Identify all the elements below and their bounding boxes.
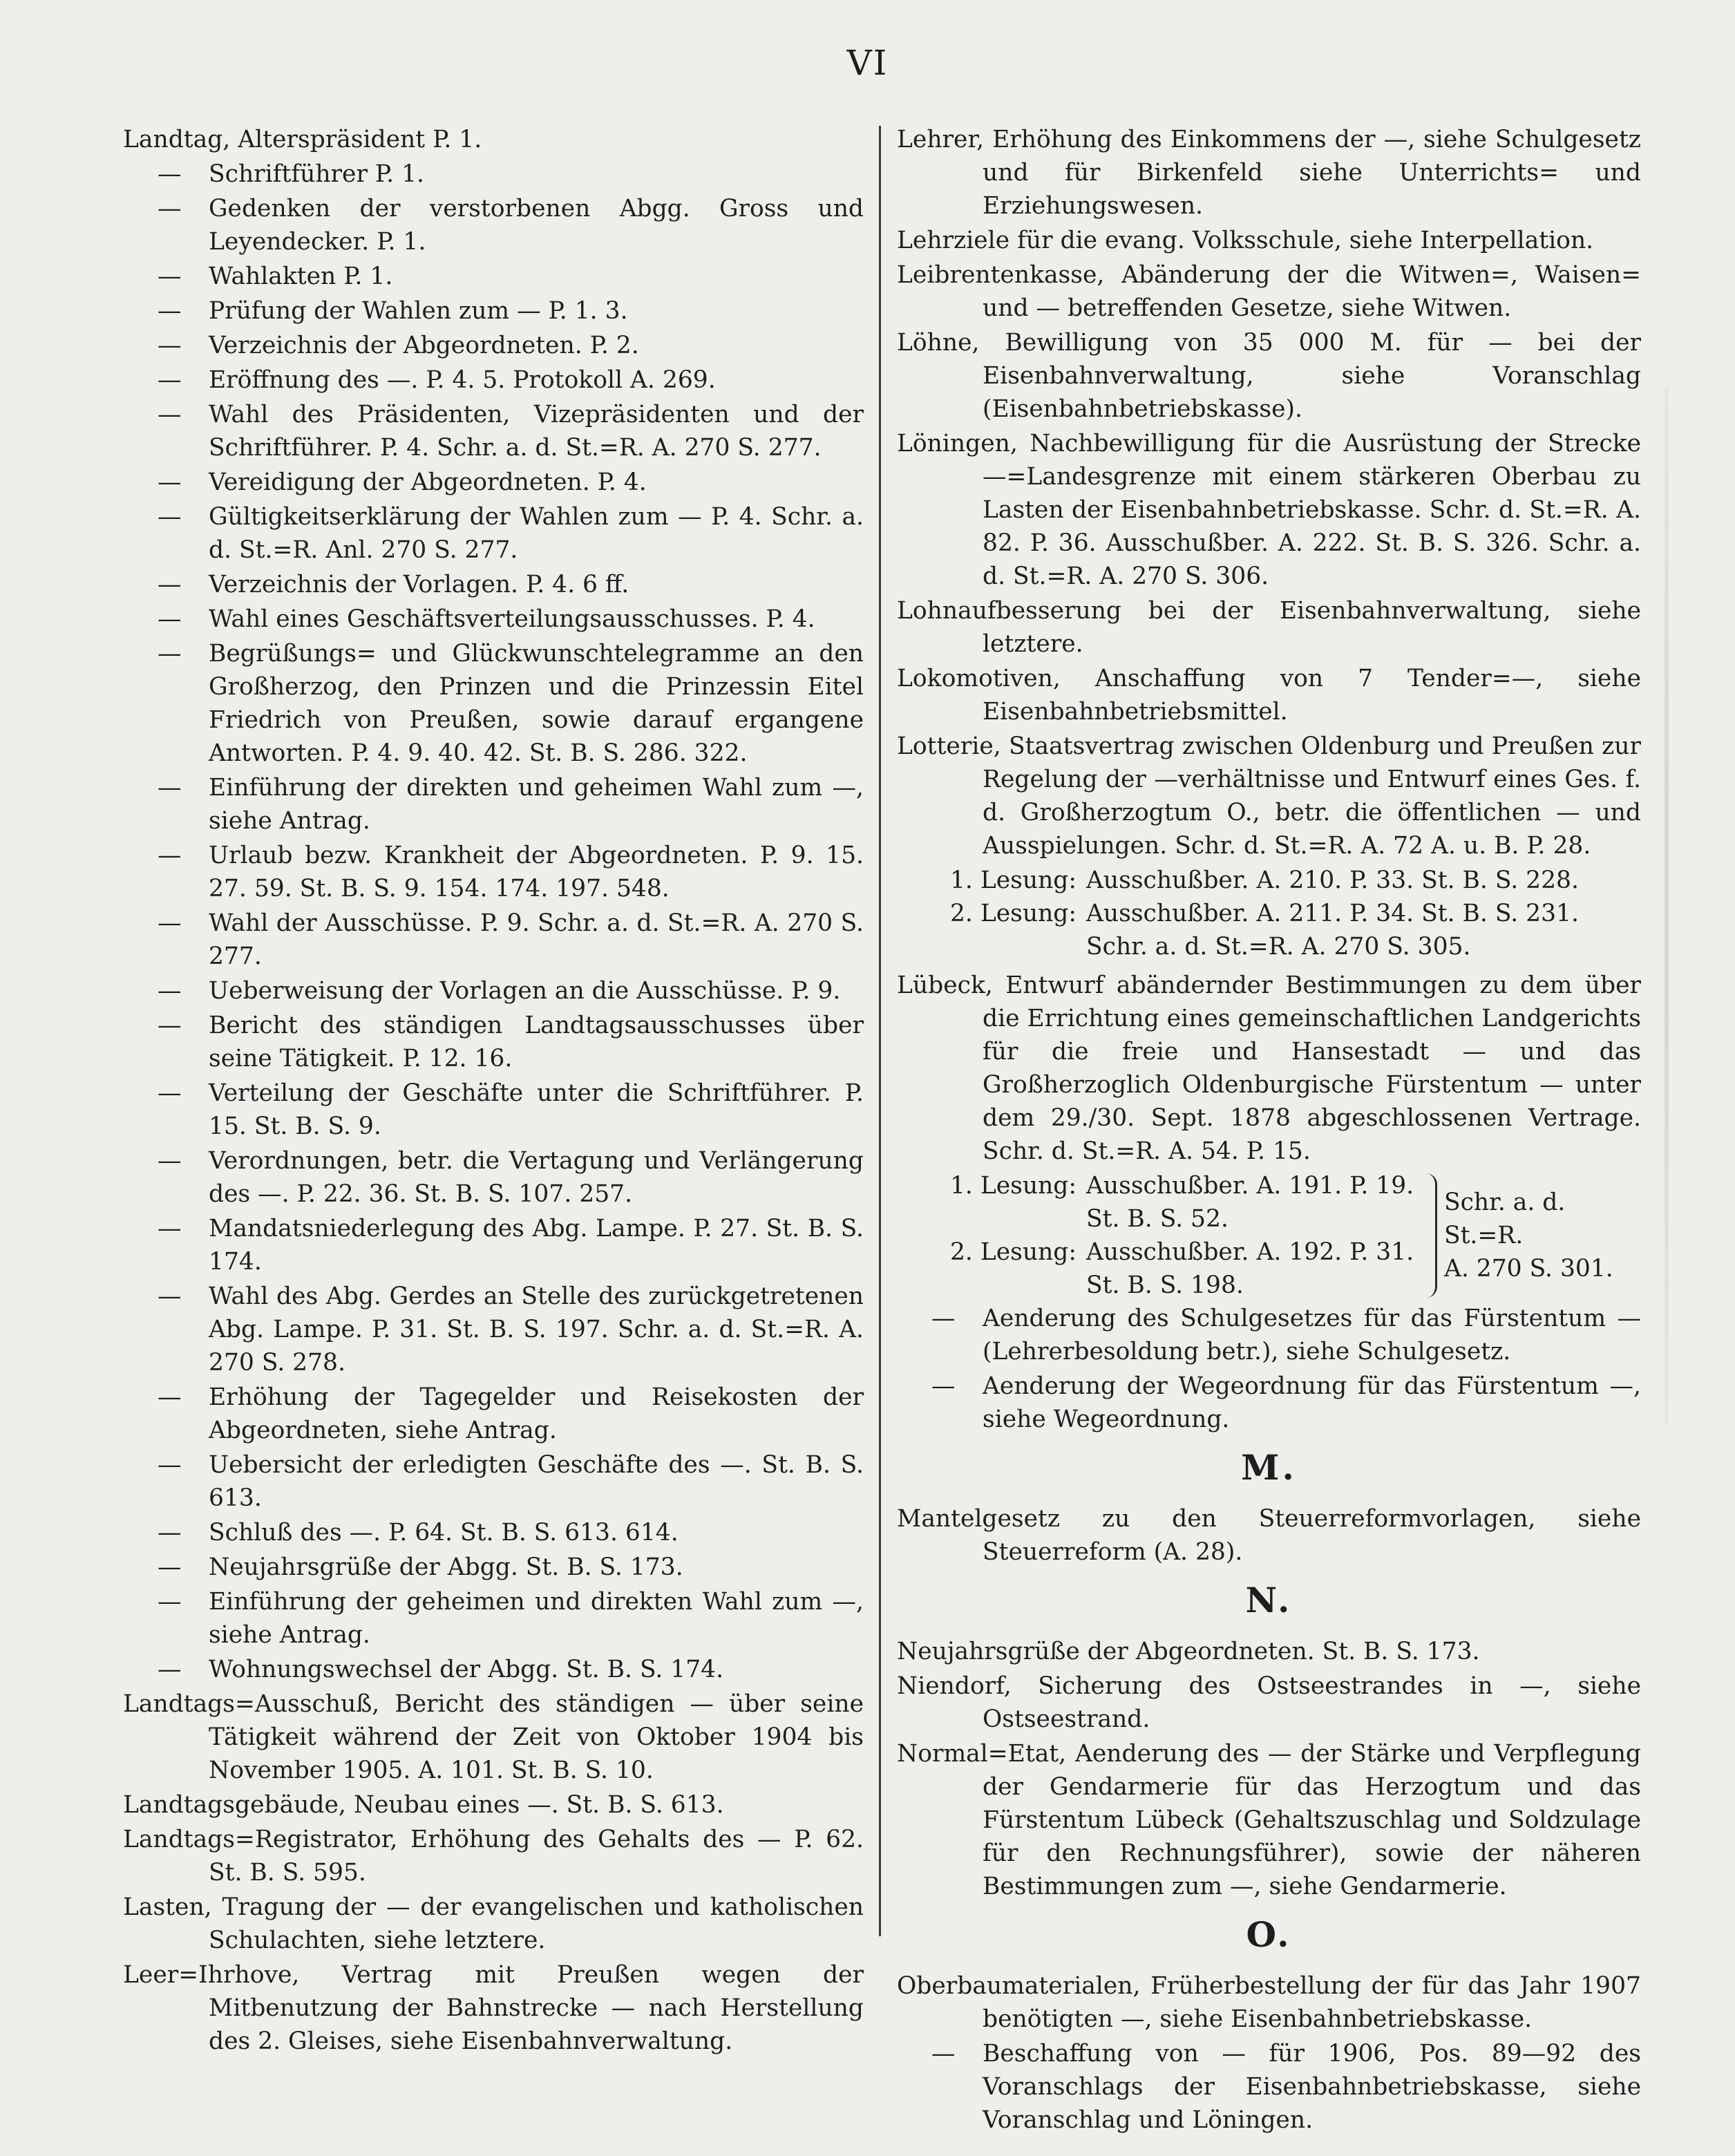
subentry-text: Wahl eines Geschäftsverteilungsausschusses. P. 4.	[209, 605, 815, 633]
section-letter-m: M.	[1241, 1447, 1297, 1488]
index-entry: Löhne, Bewilligung von 35 000 M. für — bei der Eisenbahnverwaltung, siehe Voranschlag (Eisenbahnbetriebskasse).	[897, 329, 1641, 423]
index-subentry	[123, 1077, 864, 1143]
reading-text: Ausschußber. A. 192. P. 31.	[1086, 1238, 1414, 1266]
subentry-text: Wohnungswechsel der Abgg. St. B. S. 174.	[209, 1656, 724, 1683]
dash-mark: —	[158, 160, 182, 188]
lotterie-reading-1	[938, 864, 1641, 897]
dash-mark: —	[158, 332, 182, 359]
dash-mark: —	[158, 977, 182, 1005]
index-subentry	[123, 363, 864, 397]
dash-mark: —	[931, 1305, 956, 1332]
index-subentry	[897, 2037, 1641, 2137]
index-subentry	[123, 771, 864, 838]
index-entry: Lehrer, Erhöhung des Einkommens der —, siehe Schulgesetz und für Birkenfeld siehe Unterrichts= und Erziehungswesen.	[897, 126, 1641, 220]
section-letter-o: O.	[1246, 1914, 1292, 1955]
paper-fold	[1665, 387, 1669, 1424]
index-entry: Lasten, Tragung der — der evangelischen und katholischen Schulachten, siehe letztere.	[123, 1893, 864, 1954]
index-entry: Lohnaufbesserung bei der Eisenbahnverwaltung, siehe letztere.	[897, 597, 1641, 658]
reading-text: Ausschußber. A. 210. P. 33. St. B. S. 228.	[1086, 867, 1579, 894]
subentry-text: Verordnungen, betr. die Vertagung und Verlängerung des —. P. 22. 36. St. B. S. 107. 257.	[209, 1147, 864, 1208]
index-entry: Landtags=Registrator, Erhöhung des Gehalts des — P. 62. St. B. S. 595.	[123, 1826, 864, 1886]
page-number: VI	[846, 43, 889, 83]
index-subentry	[123, 1585, 864, 1652]
subentry-text: Schluß des —. P. 64. St. B. S. 613. 614.	[209, 1519, 679, 1547]
subentry-text: Ueberweisung der Vorlagen an die Ausschüsse. P. 9.	[209, 977, 841, 1005]
index-subentry	[123, 1448, 864, 1515]
landtag-subentries	[123, 158, 864, 1686]
index-entry: Niendorf, Sicherung des Ostseestrandes in —, siehe Ostseestrand.	[897, 1672, 1641, 1733]
subentry-text: Bericht des ständigen Landtagsausschusses über seine Tätigkeit. P. 12. 16.	[209, 1012, 864, 1072]
luebeck-readings	[938, 1169, 1641, 1302]
dash-mark: —	[158, 469, 182, 496]
dash-mark: —	[158, 401, 182, 428]
index-subentry	[897, 1370, 1641, 1436]
dash-mark: —	[158, 503, 182, 531]
index-entry: Mantelgesetz zu den Steuerreformvorlagen, siehe Steuerreform (A. 28).	[897, 1505, 1641, 1566]
dash-mark: —	[158, 297, 182, 325]
index-entry-landtag: Landtag, Alterspräsident P. 1.	[123, 126, 482, 153]
index-entry: Lokomotiven, Anschaffung von 7 Tender=—, siehe Eisenbahnbetriebsmittel.	[897, 665, 1641, 726]
index-subentry	[123, 398, 864, 464]
dash-mark: —	[158, 571, 182, 598]
subentry-text: Wahl des Abg. Gerdes an Stelle des zurückgetretenen Abg. Lampe. P. 31. St. B. S. 197. Schr. a. d. St.=R. A. 270 S. 278.	[209, 1283, 864, 1377]
subentry-text: Urlaub bezw. Krankheit der Abgeordneten. P. 9. 15. 27. 59. St. B. S. 9. 154. 174. 197. 548.	[209, 842, 864, 902]
reading-text: Ausschußber. A. 191. P. 19.	[1086, 1172, 1414, 1200]
subentry-text: Begrüßungs= und Glückwunschtelegramme an den Großherzog, den Prinzen und die Prinzessin Eitel Friedrich von Preußen, sowie darauf ergangene Antworten. P. 4. 9. 40. 42. St. B. S. 286. 322.	[209, 640, 864, 767]
subentry-text: Einführung der geheimen und direkten Wahl zum —, siehe Antrag.	[209, 1588, 864, 1649]
subentry-text: Verzeichnis der Abgeordneten. P. 2.	[209, 332, 639, 359]
left-column	[123, 123, 864, 2059]
subentry-text: Neujahrsgrüße der Abgg. St. B. S. 173.	[209, 1553, 683, 1581]
lotterie-reading-2	[938, 897, 1641, 963]
m-entries	[897, 1502, 1641, 1569]
subentry-text: Wahlakten P. 1.	[209, 263, 393, 290]
index-subentry	[123, 329, 864, 362]
n-entries	[897, 1635, 1641, 1903]
dash-mark: —	[931, 2040, 956, 2068]
index-subentry	[123, 1009, 864, 1075]
dash-mark: —	[158, 1012, 182, 1039]
subentry-text: Gültigkeitserklärung der Wahlen zum — P. 4. Schr. a. d. St.=R. Anl. 270 S. 277.	[209, 503, 864, 564]
subentry-text: Verzeichnis der Vorlagen. P. 4. 6 ff.	[209, 571, 629, 598]
index-subentry	[123, 568, 864, 601]
reading-label: 1. Lesung:	[949, 867, 1077, 894]
subentry-text: Beschaffung von — für 1906, Pos. 89—92 des Voranschlags der Eisenbahnbetriebskasse, siehe Voranschlag und Löningen.	[983, 2040, 1641, 2134]
index-entry: Leer=Ihrhove, Vertrag mit Preußen wegen der Mitbenutzung der Bahnstrecke — nach Herstellung des 2. Gleises, siehe Eisenbahnverwaltung.	[123, 1961, 864, 2055]
subentry-text: Vereidigung der Abgeordneten. P. 4.	[209, 469, 647, 496]
index-entry: Normal=Etat, Aenderung des — der Stärke und Verpflegung der Gendarmerie für das Herzogtum und das Fürstentum Lübeck (Gehaltszuschlag und Soldzulage für den Rechnungsführer), sowie der näheren Bestimmungen zum —, siehe Gendarmerie.	[897, 1740, 1641, 1900]
left-entries	[123, 1687, 864, 2058]
reading-label: 2. Lesung:	[949, 900, 1077, 927]
index-subentry	[123, 1280, 864, 1379]
dash-mark: —	[158, 640, 182, 668]
subentry-text: Aenderung der Wegeordnung für das Fürstentum —, siehe Wegeordnung.	[983, 1372, 1641, 1433]
index-subentry	[123, 637, 864, 770]
dash-mark: —	[158, 1079, 182, 1107]
dash-mark: —	[158, 605, 182, 633]
dash-mark: —	[158, 842, 182, 869]
dash-mark: —	[158, 1451, 182, 1479]
index-entry: Landtagsgebäude, Neubau eines —. St. B. S. 613.	[123, 1791, 724, 1819]
reading-text: Ausschußber. A. 211. P. 34. St. B. S. 231. Schr. a. d. St.=R. A. 270 S. 305.	[1086, 900, 1579, 961]
dash-mark: —	[158, 774, 182, 802]
index-entry: Lotterie, Staatsvertrag zwischen Oldenburg und Preußen zur Regelung der —verhältnisse und Entwurf eines Ges. f. d. Großherzogtum O., betr. die öffentlichen — und Ausspielungen. Schr. d. St.=R. A. 72 A. u. B. P. 28.	[897, 732, 1641, 860]
curly-brace	[1426, 1173, 1437, 1298]
index-subentry	[123, 500, 864, 567]
dash-mark: —	[158, 263, 182, 290]
subentry-text: Wahl der Ausschüsse. P. 9. Schr. a. d. St.=R. A. 270 S. 277.	[209, 909, 864, 970]
subentry-text: Eröffnung des —. P. 4. 5. Protokoll A. 269.	[209, 366, 716, 394]
index-subentry	[123, 603, 864, 636]
index-entry: Lehrziele für die evang. Volksschule, siehe Interpellation.	[897, 227, 1594, 254]
dash-mark: —	[158, 1519, 182, 1547]
index-entry: Oberbaumaterialen, Früherbestellung der für das Jahr 1907 benötigten —, siehe Eisenbahnbetriebskasse.	[897, 1972, 1641, 2033]
index-subentry	[123, 1144, 864, 1211]
column-divider	[879, 126, 881, 1936]
index-subentry	[123, 466, 864, 499]
dash-mark: —	[158, 1283, 182, 1310]
l-entries	[897, 123, 1641, 862]
reading-text: St. B. S. 198.	[1086, 1271, 1244, 1299]
subentry-text: Erhöhung der Tagegelder und Reisekosten der Abgeordneten, siehe Antrag.	[209, 1383, 864, 1444]
o-entries	[897, 1969, 1641, 2036]
dash-mark: —	[158, 1215, 182, 1242]
bracket-note: Schr. a. d. St.=R. A. 270 S. 301.	[1443, 1189, 1613, 1283]
index-subentry	[123, 974, 864, 1008]
reading-label: 1. Lesung:	[949, 1172, 1077, 1200]
dash-mark: —	[158, 1553, 182, 1581]
index-subentry	[123, 1381, 864, 1447]
index-subentry	[123, 839, 864, 905]
index-entry: Leibrentenkasse, Abänderung der die Witwen=, Waisen= und — betreffenden Gesetze, siehe Witwen.	[897, 261, 1641, 322]
dash-mark: —	[158, 909, 182, 937]
subentry-text: Wahl des Präsidenten, Vizepräsidenten und der Schriftführer. P. 4. Schr. a. d. St.=R. A. 270 S. 277.	[209, 401, 864, 462]
subentry-text: Einführung der direkten und geheimen Wahl zum —, siehe Antrag.	[209, 774, 864, 835]
luebeck-subentries	[897, 1302, 1641, 1436]
index-entry-luebeck: Lübeck, Entwurf abändernder Bestimmungen zu dem über die Errichtung eines gemeinschaftlichen Landgerichts für die freie und Hansestadt — und das Großherzoglich Oldenburgische Fürstentum — unter dem 29./30. Sept. 1878 abgeschlossenen Vertrage. Schr. d. St.=R. A. 54. P. 15.	[897, 972, 1641, 1165]
index-entry: Löningen, Nachbewilligung für die Ausrüstung der Strecke —=Landesgrenze mit einem stärkeren Oberbau zu Lasten der Eisenbahnbetriebskasse. Schr. d. St.=R. A. 82. P. 36. Ausschußber. A. 222. St. B. S. 326. Schr. a. d. St.=R. A. 270 S. 306.	[897, 430, 1641, 590]
index-subentry	[123, 907, 864, 973]
section-letter-n: N.	[1245, 1580, 1293, 1620]
dash-mark: —	[158, 1383, 182, 1411]
subentry-text: Mandatsniederlegung des Abg. Lampe. P. 27. St. B. S. 174.	[209, 1215, 864, 1276]
index-subentry	[123, 1551, 864, 1584]
subentry-text: Uebersicht der erledigten Geschäfte des —. St. B. S. 613.	[209, 1451, 864, 1512]
index-subentry	[897, 1302, 1641, 1368]
reading-label: 2. Lesung:	[949, 1238, 1077, 1266]
dash-mark: —	[158, 1147, 182, 1175]
right-column	[897, 123, 1641, 2138]
index-subentry	[123, 1516, 864, 1549]
index-subentry	[123, 1653, 864, 1686]
reading-text: St. B. S. 52.	[1086, 1205, 1229, 1233]
index-subentry	[123, 158, 864, 191]
index-subentry	[123, 192, 864, 258]
subentry-text: Schriftführer P. 1.	[209, 160, 424, 188]
dash-mark: —	[931, 1372, 956, 1400]
dash-mark: —	[158, 1588, 182, 1616]
subentry-text: Aenderung des Schulgesetzes für das Fürstentum — (Lehrerbesoldung betr.), siehe Schulgesetz.	[983, 1305, 1641, 1365]
dash-mark: —	[158, 366, 182, 394]
subentry-text: Verteilung der Geschäfte unter die Schriftführer. P. 15. St. B. S. 9.	[209, 1079, 864, 1140]
dash-mark: —	[158, 195, 182, 223]
o-subentries	[897, 2037, 1641, 2137]
index-subentry	[123, 260, 864, 293]
subentry-text: Gedenken der verstorbenen Abgg. Gross und Leyendecker. P. 1.	[209, 195, 864, 256]
dash-mark: —	[158, 1656, 182, 1683]
index-subentry	[123, 294, 864, 328]
index-entry: Landtags=Ausschuß, Bericht des ständigen — über seine Tätigkeit während der Zeit von Oktober 1904 bis November 1905. A. 101. St. B. S. 10.	[123, 1690, 864, 1784]
index-entry: Neujahrsgrüße der Abgeordneten. St. B. S. 173.	[897, 1638, 1480, 1665]
subentry-text: Prüfung der Wahlen zum — P. 1. 3.	[209, 297, 628, 325]
index-subentry	[123, 1212, 864, 1278]
